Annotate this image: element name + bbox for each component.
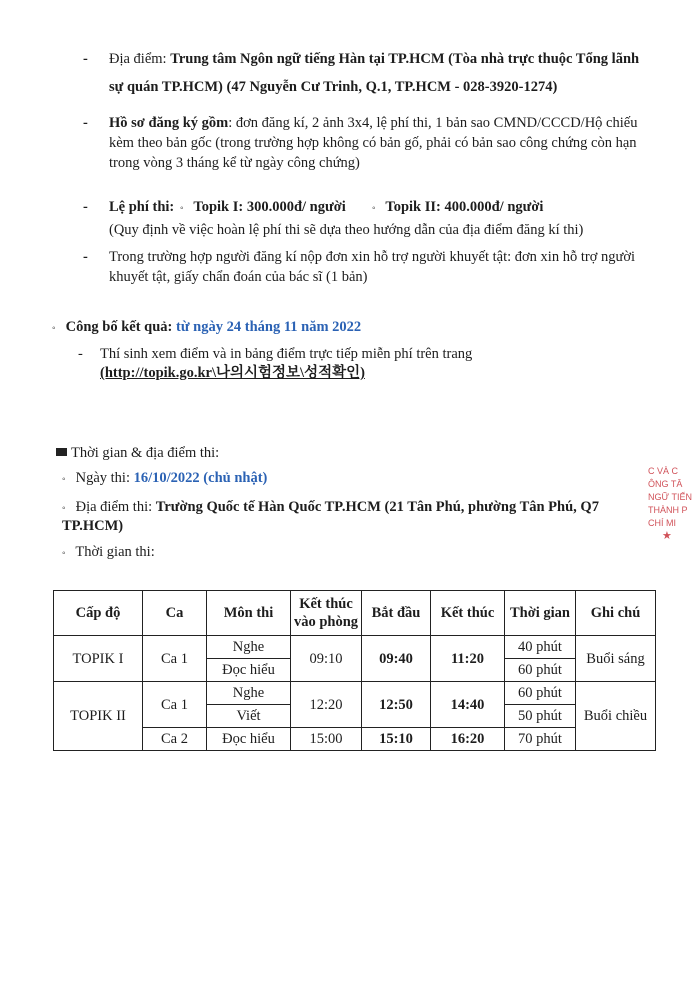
header-duration: Thời gian [505, 591, 576, 636]
stamp-text: CHÍ MI [648, 518, 676, 528]
header-level: Cấp độ [54, 591, 143, 636]
header-start: Bắt đầu [362, 591, 431, 636]
fee-label: Lệ phí thi: [109, 199, 175, 215]
table-row [54, 636, 656, 659]
results-link[interactable]: (http://topik.go.kr\나의시험정보\성적확인) [100, 365, 365, 381]
fee-topik2-text: Topik II: 400.000đ/ người [385, 199, 544, 215]
stamp-text: ÔNG TÂ [648, 479, 683, 489]
cell-start: 12:50 [362, 682, 431, 728]
circle-bullet-icon: ◦ [180, 203, 184, 214]
exam-time-label: Thời gian thi: [75, 544, 155, 560]
official-stamp [648, 465, 700, 605]
cell-session: Ca 1 [143, 636, 207, 682]
cell-end: 16:20 [431, 728, 505, 751]
exam-heading [56, 444, 219, 463]
cell-duration: 60 phút [505, 659, 576, 682]
cell-level: TOPIK I [54, 636, 143, 682]
disability-text: Trong trường hợp người đăng kí nộp đơn xin hỗ trợ người khuyết tật: đơn xin hỗ trợ người [109, 249, 636, 265]
exam-venue-value-cont: TP.HCM) [62, 518, 124, 534]
exam-time-line [62, 543, 155, 563]
location-line [83, 50, 639, 69]
cell-duration: 50 phút [505, 705, 576, 728]
fee-topik1-text: Topik I: 300.000đ/ người [193, 199, 346, 215]
circle-bullet-icon: ◦ [62, 474, 66, 485]
square-bullet-icon [56, 448, 67, 456]
cell-subject: Đọc hiểu [207, 659, 291, 682]
cell-session: Ca 2 [143, 728, 207, 751]
cell-end: 14:40 [431, 682, 505, 728]
cell-subject: Nghe [207, 682, 291, 705]
circle-bullet-icon: ◦ [62, 503, 66, 514]
exam-venue-label: Địa điểm thi: [75, 499, 156, 515]
docs-text-cont-1: kèm theo bản gốc (trong trường hợp không có bản gố, phải có bản sao công chứng còn hạn [109, 135, 637, 151]
dash-bullet: - [78, 346, 83, 362]
exam-date-label: Ngày thi: [75, 470, 134, 486]
exam-heading-text: Thời gian & địa điểm thi: [71, 445, 220, 461]
fee-topik2 [372, 198, 543, 218]
exam-date-line [62, 469, 267, 489]
cell-level: TOPIK II [54, 682, 143, 751]
results-text-line [78, 345, 472, 364]
table-row [54, 728, 656, 751]
cell-entry: 09:10 [291, 636, 362, 682]
docs-line [83, 114, 637, 133]
exam-venue-line [62, 498, 599, 518]
docs-label: Hồ sơ đăng ký gồm [109, 115, 229, 131]
results-date: từ ngày 24 tháng 11 năm 2022 [176, 319, 362, 335]
cell-duration: 40 phút [505, 636, 576, 659]
fee-note: (Quy định về việc hoàn lệ phí thi sẽ dựa theo hướng dẫn của địa điểm đăng kí thi) [109, 222, 584, 238]
cell-entry: 12:20 [291, 682, 362, 728]
docs-text-cont-2: trong vòng 3 tháng kể từ ngày công chứng) [109, 155, 360, 171]
stamp-text: THÀNH P [648, 505, 688, 515]
cell-session: Ca 1 [143, 682, 207, 728]
cell-subject: Đọc hiểu [207, 728, 291, 751]
cell-note: Buổi sáng [576, 636, 656, 682]
header-end: Kết thúc [431, 591, 505, 636]
cell-duration: 60 phút [505, 682, 576, 705]
results-line [52, 318, 361, 338]
cell-subject: Viết [207, 705, 291, 728]
header-session: Ca [143, 591, 207, 636]
stamp-text: NGỮ TIẾN [648, 492, 693, 502]
cell-note: Buổi chiều [576, 682, 656, 751]
header-entry: Kết thúc vào phòng [291, 591, 362, 636]
results-text: Thí sinh xem điểm và in bảng điểm trực tiếp miễn phí trên trang [100, 346, 473, 362]
cell-duration: 70 phút [505, 728, 576, 751]
table-header-row [54, 591, 656, 636]
disability-text-cont: khuyết tật, giấy chẩn đoán của bác sĩ (1 bản) [109, 269, 368, 285]
exam-venue-value: Trường Quốc tế Hàn Quốc TP.HCM (21 Tân Phú, phường Tân Phú, Q7 [155, 499, 599, 515]
header-subject: Môn thi [207, 591, 291, 636]
fee-topik1 [180, 198, 346, 218]
cell-end: 11:20 [431, 636, 505, 682]
cell-subject: Nghe [207, 636, 291, 659]
dash-bullet: - [83, 249, 88, 265]
location-value: Trung tâm Ngôn ngữ tiếng Hàn tại TP.HCM (Tòa nhà trực thuộc Tổng lãnh [170, 51, 640, 67]
circle-bullet-icon: ◦ [62, 548, 66, 559]
dash-bullet: - [83, 115, 88, 131]
docs-text: : đơn đăng kí, 2 ảnh 3x4, lệ phí thi, 1 bản sao CMND/CCCD/Hộ chiếu [228, 115, 638, 131]
table-row [54, 682, 656, 705]
cell-start: 15:10 [362, 728, 431, 751]
disability-line [83, 248, 635, 267]
dash-bullet: - [83, 199, 88, 215]
exam-date-value: 16/10/2022 (chủ nhật) [133, 470, 268, 486]
schedule-table [53, 590, 656, 751]
circle-bullet-icon: ◦ [52, 323, 56, 334]
stamp-star-icon: ★ [662, 530, 672, 542]
header-note: Ghi chú [576, 591, 656, 636]
location-value-cont: sự quán TP.HCM) (47 Nguyễn Cư Trinh, Q.1, TP.HCM - 028-3920-1274) [109, 79, 558, 95]
cell-entry: 15:00 [291, 728, 362, 751]
circle-bullet-icon: ◦ [372, 203, 376, 214]
dash-bullet: - [83, 51, 88, 67]
fee-line [83, 198, 174, 217]
cell-start: 09:40 [362, 636, 431, 682]
results-label: Công bố kết quả: [65, 319, 177, 335]
location-label: Địa điểm: [109, 51, 171, 67]
stamp-text: C VÀ C [648, 466, 679, 476]
